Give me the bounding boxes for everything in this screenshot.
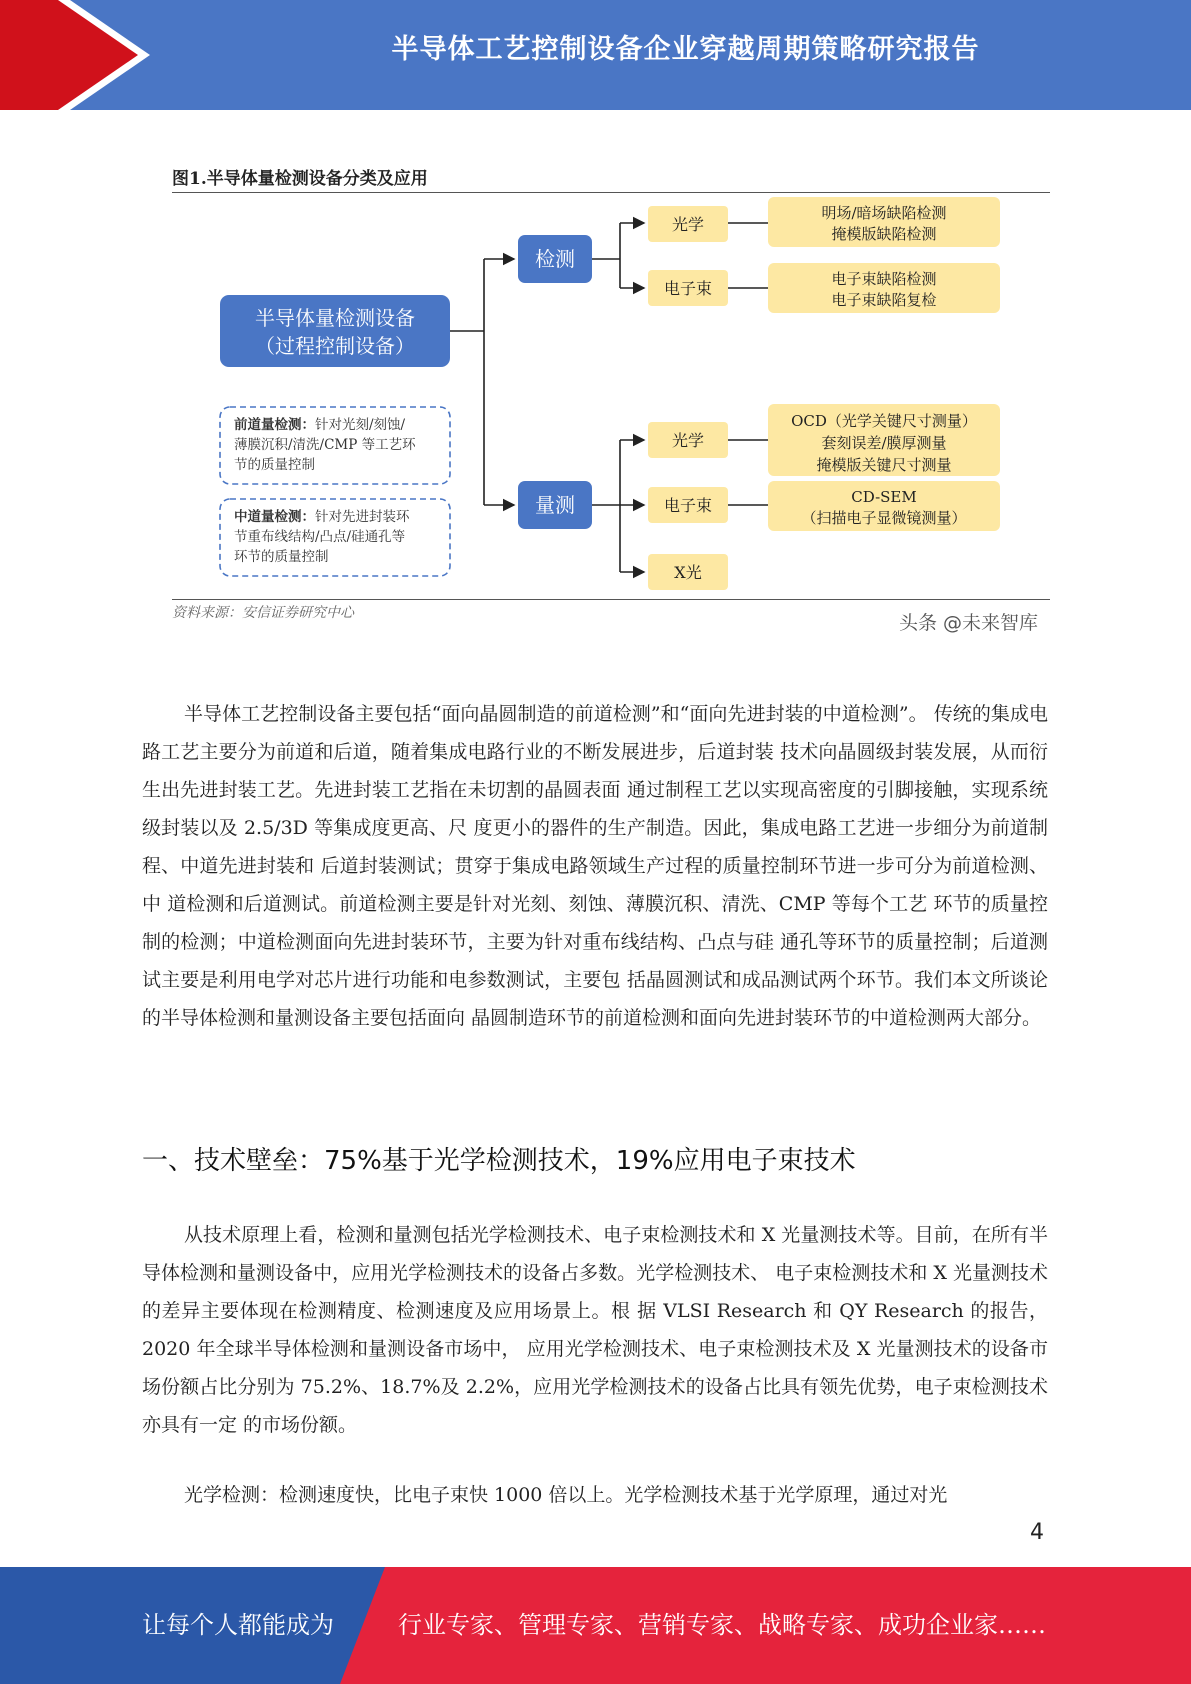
footer-slogan-left: 让每个人都能成为	[142, 1611, 334, 1639]
detail-inspection-ebeam	[768, 263, 1000, 313]
svg-text:CD-SEM: CD-SEM	[851, 488, 917, 506]
figure-classification	[172, 164, 1050, 634]
svg-text:（扫描电子显微镜测量）: （扫描电子显微镜测量）	[801, 509, 967, 527]
svg-text:电子束: 电子束	[663, 279, 713, 298]
root-label-line1: 半导体量检测设备	[255, 306, 415, 330]
child-node-metrology-optical	[648, 422, 728, 458]
detail-metrology-optical	[768, 404, 1000, 476]
classification-diagram	[172, 164, 1050, 596]
page-footer	[0, 1567, 1191, 1684]
svg-text:光学: 光学	[671, 431, 705, 450]
child-node-inspection-ebeam	[648, 270, 728, 306]
svg-text:明场/暗场缺陷检测: 明场/暗场缺陷检测	[821, 204, 947, 222]
child-node-inspection-optical	[648, 206, 728, 242]
note-mid-end-line1: 针对先进封装环	[315, 509, 410, 525]
child-node-metrology-ebeam	[648, 487, 728, 523]
note-front-end-line2: 薄膜沉积/清洗/CMP 等工艺环	[234, 437, 416, 453]
svg-text:电子束缺陷检测: 电子束缺陷检测	[831, 270, 937, 288]
svg-text:光学: 光学	[671, 215, 705, 234]
svg-text:X光: X光	[674, 563, 702, 582]
figure-source: 资料来源：安信证券研究中心	[172, 605, 354, 621]
header-chevron-icon	[0, 0, 140, 110]
figure-bottom-rule	[172, 599, 1050, 600]
note-mid-end-title: 中道量检测：	[234, 509, 315, 525]
svg-text:检测: 检测	[535, 247, 575, 271]
note-front-end	[220, 407, 450, 484]
body-paragraph-2: 从技术原理上看，检测和量测包括光学检测技术、电子束检测技术和 X 光量测技术等。目前，在所有半导体检测和量测设备中，应用光学检测技术的设备占多数。光学检测技术、 电子束检测技术和 X 光量测技术的差异主要体现在检测精度、检测速度及应用场景上。根 据 VLSI Research 和 QY Research 的报告，2020 年全球半导体检测和量测设备市场中， 应用光学检测技术、电子束检测技术及 X 光量测技术的设备市场份额占比分别为 75.2%、18.7%及 2.2%，应用光学检测技术的设备占比具有领先优势，电子束检测技术亦具有一定 的市场份额。	[142, 1224, 1048, 1436]
root-label-line2: （过程控制设备）	[255, 334, 415, 358]
note-front-end-line1: 针对光刻/刻蚀/	[315, 417, 406, 433]
page-header	[0, 0, 1191, 110]
watermark-text: 头条 @未来智库	[898, 612, 1038, 634]
svg-text:套刻误差/膜厚测量: 套刻误差/膜厚测量	[821, 434, 947, 452]
footer-slogan-right: 行业专家、管理专家、营销专家、战略专家、成功企业家……	[398, 1611, 1046, 1639]
svg-text:OCD（光学关键尺寸测量）: OCD（光学关键尺寸测量）	[791, 412, 977, 430]
root-node	[220, 295, 450, 367]
note-front-end-title: 前道量检测：	[234, 417, 315, 433]
svg-text:掩模版缺陷检测: 掩模版缺陷检测	[831, 225, 937, 243]
note-mid-end-line2: 节重布线结构/凸点/硅通孔等	[234, 529, 406, 545]
branch-node-metrology	[518, 481, 592, 529]
svg-text:量测: 量测	[535, 493, 575, 517]
svg-text:电子束: 电子束	[663, 496, 713, 515]
section-heading: 一、技术壁垒：75%基于光学检测技术，19%应用电子束技术	[142, 1146, 856, 1176]
branch-node-inspection	[518, 235, 592, 283]
page-number: 4	[1030, 1520, 1044, 1545]
svg-text:电子束缺陷复检: 电子束缺陷复检	[831, 291, 937, 309]
svg-text:掩模版关键尺寸测量: 掩模版关键尺寸测量	[816, 456, 952, 474]
body-paragraph-3: 光学检测：检测速度快，比电子束快 1000 倍以上。光学检测技术基于光学原理，通过对光	[184, 1484, 948, 1506]
report-title: 半导体工艺控制设备企业穿越周期策略研究报告	[391, 34, 980, 65]
note-front-end-line3: 节的质量控制	[234, 457, 315, 473]
svg-text:中道量检测：针对先进封装环	[234, 508, 410, 525]
note-mid-end	[220, 499, 450, 576]
body-paragraph-1: 半导体工艺控制设备主要包括“面向晶圆制造的前道检测”和“面向先进封装的中道检测”。 传统的集成电路工艺主要分为前道和后道，随着集成电路行业的不断发展进步，后道封装 技术向晶圆级封装发展，从而衍生出先进封装工艺。先进封装工艺指在未切割的晶圆表面 通过制程工艺以实现高密度的引脚接触，实现系统级封装以及 2.5/3D 等集成度更高、尺 度更小的器件的生产制造。因此，集成电路工艺进一步细分为前道制程、中道先进封装和 后道封装测试；贯穿于集成电路领域生产过程的质量控制环节进一步可分为前道检测、中 道检测和后道测试。前道检测主要是针对光刻、刻蚀、薄膜沉积、清洗、CMP 等每个工艺 环节的质量控制的检测；中道检测面向先进封装环节，主要为针对重布线结构、凸点与硅 通孔等环节的质量控制；后道测试主要是利用电学对芯片进行功能和电参数测试，主要包 括晶圆测试和成品测试两个环节。我们本文所谈论的半导体检测和量测设备主要包括面向 晶圆制造环节的前道检测和面向先进封装环节的中道检测两大部分。	[142, 703, 1048, 1029]
child-node-metrology-xray	[648, 554, 728, 590]
detail-metrology-ebeam	[768, 481, 1000, 531]
figure-title: 图1.半导体量检测设备分类及应用	[172, 169, 428, 189]
svg-text:前道量检测：针对光刻/刻蚀/	[234, 416, 406, 433]
detail-inspection-optical	[768, 197, 1000, 247]
note-mid-end-line3: 环节的质量控制	[234, 549, 329, 565]
